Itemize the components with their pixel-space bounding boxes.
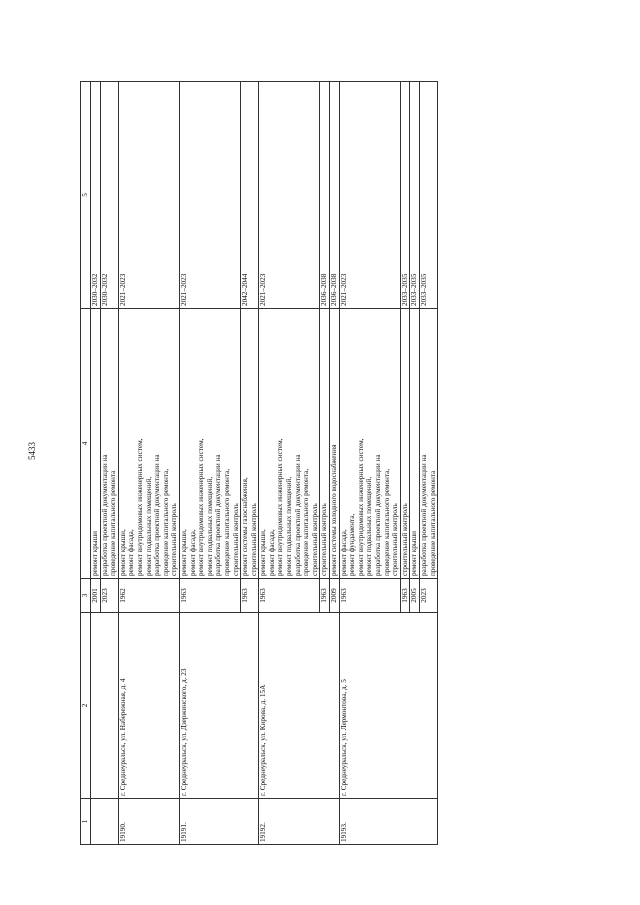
row-number: 19193. [339,799,438,845]
work-line: ремонт крыши, [179,529,188,576]
cell-period: 2030–2032 [91,82,101,309]
cell-period: 2021–2023 [339,82,400,309]
work-line: ремонт внутридомовых инженерных систем, [135,438,144,576]
cell-year: 1963 [241,579,259,613]
cell-work [419,309,437,579]
table-row [339,82,400,845]
work-line: разработка проектной документации на [293,454,302,576]
cell-year: 1962 [118,579,179,613]
work-line: строительный контроль [391,503,400,576]
work-line: ремонт внутридомовых инженерных систем, [356,438,365,576]
work-line: ремонт внутридомовых инженерных систем, [197,438,206,576]
work-line: строительный контроль [249,503,258,576]
work-line: ремонт внутридомовых инженерных систем, [276,438,285,576]
row-number: 19192. [259,799,339,845]
cell-period: 2036–2038 [320,82,330,309]
work-line: строительный контроль [231,503,240,576]
cell-period: 2036–2038 [330,82,340,309]
row-address [91,613,119,799]
row-number: 19190. [118,799,179,845]
cell-year: 1963 [179,579,240,613]
cell-work [100,309,118,579]
cell-work [400,309,410,579]
cell-year: 1963 [320,579,330,613]
cell-work [320,309,330,579]
cell-year: 2005 [410,579,420,613]
document-sheet [80,82,615,845]
cell-year: 2001 [91,579,101,613]
cell-work [259,309,320,579]
work-line: ремонт подвальных помещений, [144,476,153,576]
cell-period: 2021–2023 [118,82,179,309]
row-address: г. Среднеуральск, ул. Дзержинского, д. 23 [179,613,258,799]
header-col-1: 1 [81,799,91,845]
work-line: проведение капитального ремонта, [302,468,311,576]
cell-period: 2030–2032 [100,82,118,309]
header-col-4: 4 [81,309,91,579]
work-line: строительный контроль [170,503,179,576]
work-line: ремонт подвальных помещений, [205,476,214,576]
row-address: г. Среднеуральск, ул. Лермонтова, д. 5 [339,613,438,799]
work-line: ремонт крыши, [118,529,127,576]
cell-year: 2023 [419,579,437,613]
header-row [81,82,91,845]
cell-period: 2033–2035 [419,82,437,309]
work-line: разработка проектной документации на [419,454,428,576]
table-row [179,82,240,845]
cell-year: 1963 [339,579,400,613]
cell-work [118,309,179,579]
work-line: ремонт фасада, [267,529,276,576]
work-line: ремонт фасада, [188,529,197,576]
work-line: ремонт крыши [410,530,419,576]
cell-period: 2033–2035 [400,82,410,309]
table-row [118,82,179,845]
cell-work [410,309,420,579]
header-col-5: 5 [81,82,91,309]
cell-work [91,309,101,579]
row-address: г. Среднеуральск, ул. Кирова, д. 15А [259,613,339,799]
cell-work [241,309,259,579]
table-body [81,82,438,845]
work-line: строительный контроль [400,503,409,576]
work-line: ремонт фасада, [339,529,348,576]
work-line: ремонт фундамента, [348,513,357,576]
work-line: ремонт фасада, [127,529,136,576]
cell-work [330,309,340,579]
work-line: проведение капитального ремонта, [222,468,231,576]
row-number: 19191. [179,799,258,845]
header-col-3: 3 [81,579,91,613]
work-line: разработка проектной документации на [214,454,223,576]
cell-work [339,309,400,579]
work-line: проведение капитального ремонта, [161,468,170,576]
cell-period: 2021–2023 [179,82,240,309]
work-line: проведение капитального ремонта [109,470,118,576]
repair-schedule-table [80,81,438,845]
cell-period: 2042–2044 [241,82,259,309]
work-line: ремонт крыши, [259,529,268,576]
table-row [259,82,320,845]
work-line: проведение капитального ремонта [428,470,437,576]
work-line: ремонт системы газоснабжения, [241,477,250,576]
work-line: ремонт подвальных помещений, [365,476,374,576]
work-line: ремонт крыши [91,530,99,576]
work-line: ремонт системы холодного водоснабжения [330,444,339,576]
cell-year: 1963 [400,579,410,613]
work-line: проведение капитального ремонта, [382,468,391,576]
work-line: разработка проектной документации на [100,454,109,576]
work-line: строительный контроль [320,503,329,576]
work-line: разработка проектной документации на [374,454,382,576]
cell-period: 2021–2023 [259,82,320,309]
work-line: строительный контроль [310,503,319,576]
row-address: г. Среднеуральск, ул. Набережная, д. 4 [118,613,179,799]
cell-year: 1963 [259,579,320,613]
work-line: ремонт подвальных помещений, [285,476,294,576]
cell-year: 2023 [100,579,118,613]
cell-year: 2009 [330,579,340,613]
table-row [91,82,101,845]
cell-work [179,309,240,579]
work-line: разработка проектной документации на [153,454,162,576]
header-col-2: 2 [81,613,91,799]
row-number [91,799,119,845]
cell-period: 2033–2035 [410,82,420,309]
page-number: 5433 [27,442,37,460]
